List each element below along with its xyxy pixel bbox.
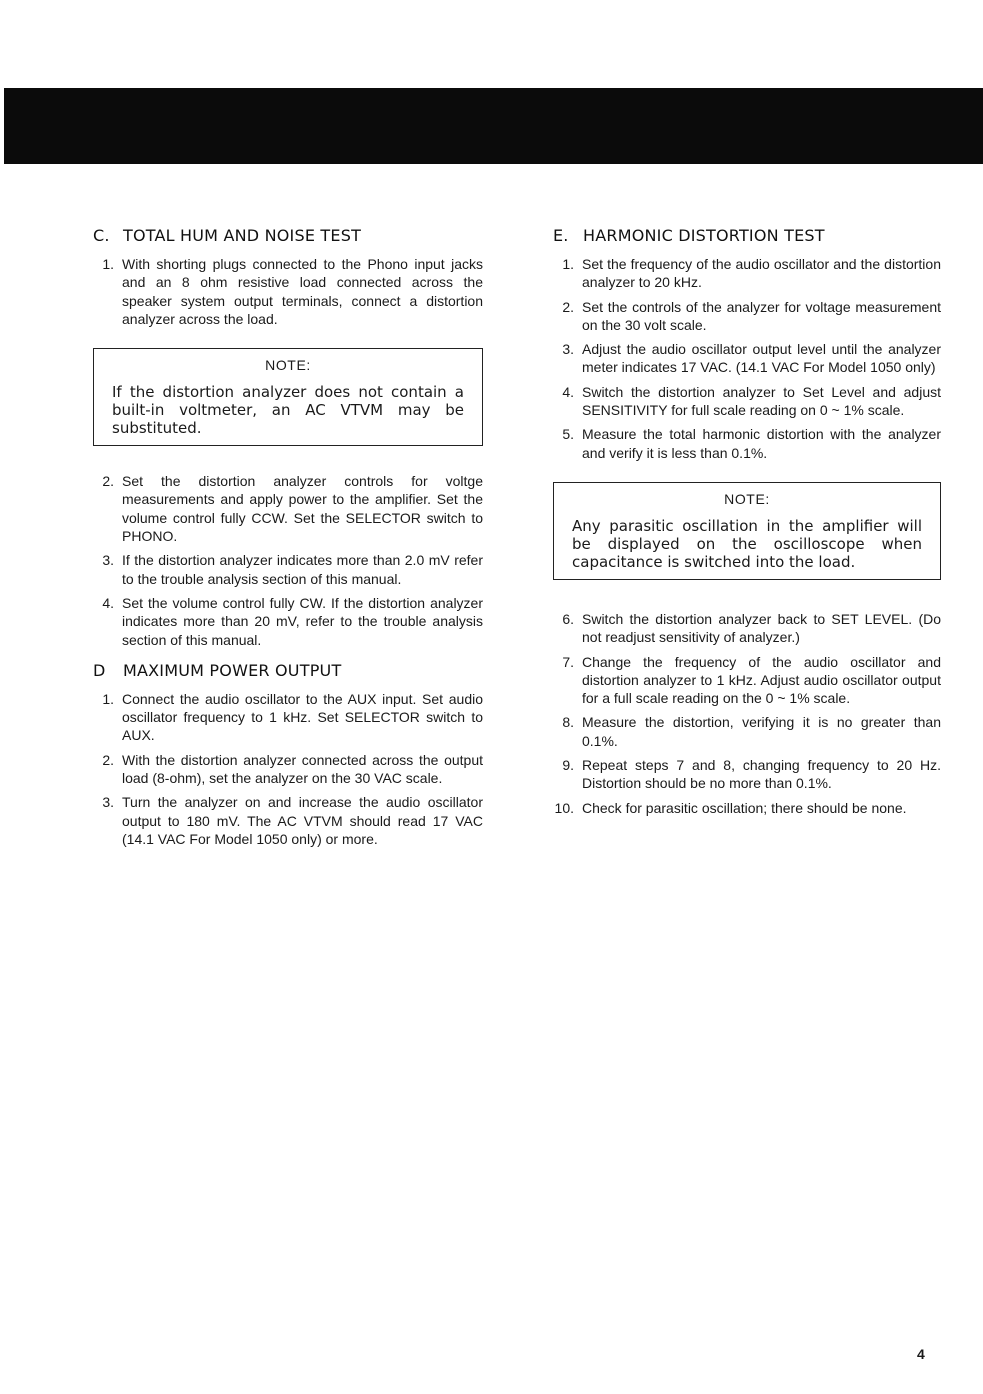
step-text: Connect the audio oscillator to the AUX input. Set audio oscillator frequency to 1 kHz. Set SELECTOR switch to AUX. [122, 690, 483, 744]
section-c-heading [93, 226, 483, 245]
header-band [4, 88, 983, 164]
section-e-title: HARMONIC DISTORTION TEST [583, 226, 825, 245]
list-item [93, 551, 483, 588]
step-number: 1. [102, 690, 114, 707]
section-c-title: TOTAL HUM AND NOISE TEST [123, 226, 362, 245]
step-text: With the distortion analyzer connected across the output load (8-ohm), set the analyzer on the 30 VAC scale. [122, 751, 483, 787]
step-number: 3. [102, 794, 114, 811]
list-item [553, 298, 941, 335]
section-d-steps [93, 690, 483, 848]
section-d-letter: D [93, 660, 106, 680]
list-item [553, 610, 941, 647]
step-text: Change the frequency of the audio oscillator and distortion analyzer to 1 kHz. Adjust audio oscillator output for a full scale reading on the 0 ~ 1% scale. [582, 653, 941, 707]
section-c-steps [93, 255, 483, 328]
section-e-steps [553, 255, 941, 462]
section-e-steps-continued [553, 610, 941, 817]
step-number: 4. [562, 383, 574, 400]
step-text: Switch the distortion analyzer to Set Level and adjust SENSITIVITY for full scale reading on 0 ~ 1% scale. [582, 383, 941, 419]
list-item [553, 340, 941, 377]
list-item [553, 756, 941, 793]
page-number: 4 [917, 1346, 925, 1362]
step-text: Switch the distortion analyzer back to SET LEVEL. (Do not readjust sensitivity of analyzer.) [582, 610, 941, 646]
step-number: 2. [562, 298, 574, 315]
step-number: 6. [562, 610, 574, 627]
step-text: If the distortion analyzer indicates more than 2.0 mV refer to the trouble analysis section of this manual. [122, 552, 483, 587]
step-text: Repeat steps 7 and 8, changing frequency to 20 Hz. Distortion should be no more than 0.1%. [582, 757, 941, 792]
list-item [93, 255, 483, 328]
list-item [553, 425, 941, 462]
step-number: 2. [102, 473, 114, 490]
step-number: 1. [102, 256, 114, 272]
step-number: 10. [554, 799, 574, 816]
step-text: Set the distortion analyzer controls for voltge measurements and apply power to the amplifier. Set the volume control fully CCW. Set the SELECTOR switch to PHONO. [122, 473, 483, 545]
step-text: Set the volume control fully CW. If the distortion analyzer indicates more than 20 mV, refer to the trouble analysis section of this manual. [122, 594, 483, 648]
step-number: 9. [562, 757, 574, 774]
step-number: 2. [102, 751, 114, 768]
right-column [553, 226, 941, 823]
step-number: 4. [102, 594, 114, 611]
step-number: 8. [562, 714, 574, 731]
note-text: Any parasitic oscillation in the amplifier will be displayed on the oscilloscope when capacitance is switched into the load. [572, 516, 922, 571]
step-text: Adjust the audio oscillator output level until the analyzer meter indicates 17 VAC. (14.1 VAC For Model 1050 only) [582, 341, 941, 376]
list-item [93, 751, 483, 788]
list-item [553, 653, 941, 708]
step-number: 3. [562, 341, 574, 358]
list-item [93, 594, 483, 649]
section-c-letter: C. [93, 226, 110, 245]
list-item [93, 793, 483, 848]
list-item [553, 255, 941, 292]
section-e-heading [553, 226, 941, 245]
step-number: 7. [562, 653, 574, 670]
note-box-hum [93, 348, 483, 446]
step-number: 3. [102, 552, 114, 569]
section-e-letter: E. [553, 226, 569, 245]
step-number: 1. [562, 256, 574, 272]
list-item [93, 472, 483, 545]
list-item [553, 799, 941, 817]
step-text: With shorting plugs connected to the Phono input jacks and an 8 ohm resistive load connected across the speaker system output terminals, connect a distortion analyzer across the load. [122, 256, 483, 327]
section-d-title: MAXIMUM POWER OUTPUT [123, 660, 342, 680]
left-column [93, 226, 483, 854]
section-c-steps-continued [93, 472, 483, 649]
step-text: Set the controls of the analyzer for voltage measurement on the 30 volt scale. [582, 298, 941, 333]
note-text: If the distortion analyzer does not contain a built-in voltmeter, an AC VTVM may be substituted. [112, 383, 464, 438]
list-item [553, 713, 941, 750]
list-item [93, 690, 483, 745]
step-text: Turn the analyzer on and increase the audio oscillator output to 180 mV. The AC VTVM should read 17 VAC (14.1 VAC For Model 1050 only) or more. [122, 794, 483, 847]
step-number: 5. [562, 426, 574, 443]
step-text: Measure the total harmonic distortion with the analyzer and verify it is less than 0.1%. [582, 426, 941, 461]
step-text: Check for parasitic oscillation; there should be none. [582, 799, 907, 816]
note-box-parasitic [553, 482, 941, 580]
note-label: NOTE: [265, 357, 311, 374]
list-item [553, 383, 941, 420]
section-d-heading [93, 661, 483, 680]
step-text: Measure the distortion, verifying it is no greater than 0.1%. [582, 714, 941, 749]
step-text: Set the frequency of the audio oscillator and the distortion analyzer to 20 kHz. [582, 256, 941, 291]
note-label: NOTE: [724, 490, 770, 507]
